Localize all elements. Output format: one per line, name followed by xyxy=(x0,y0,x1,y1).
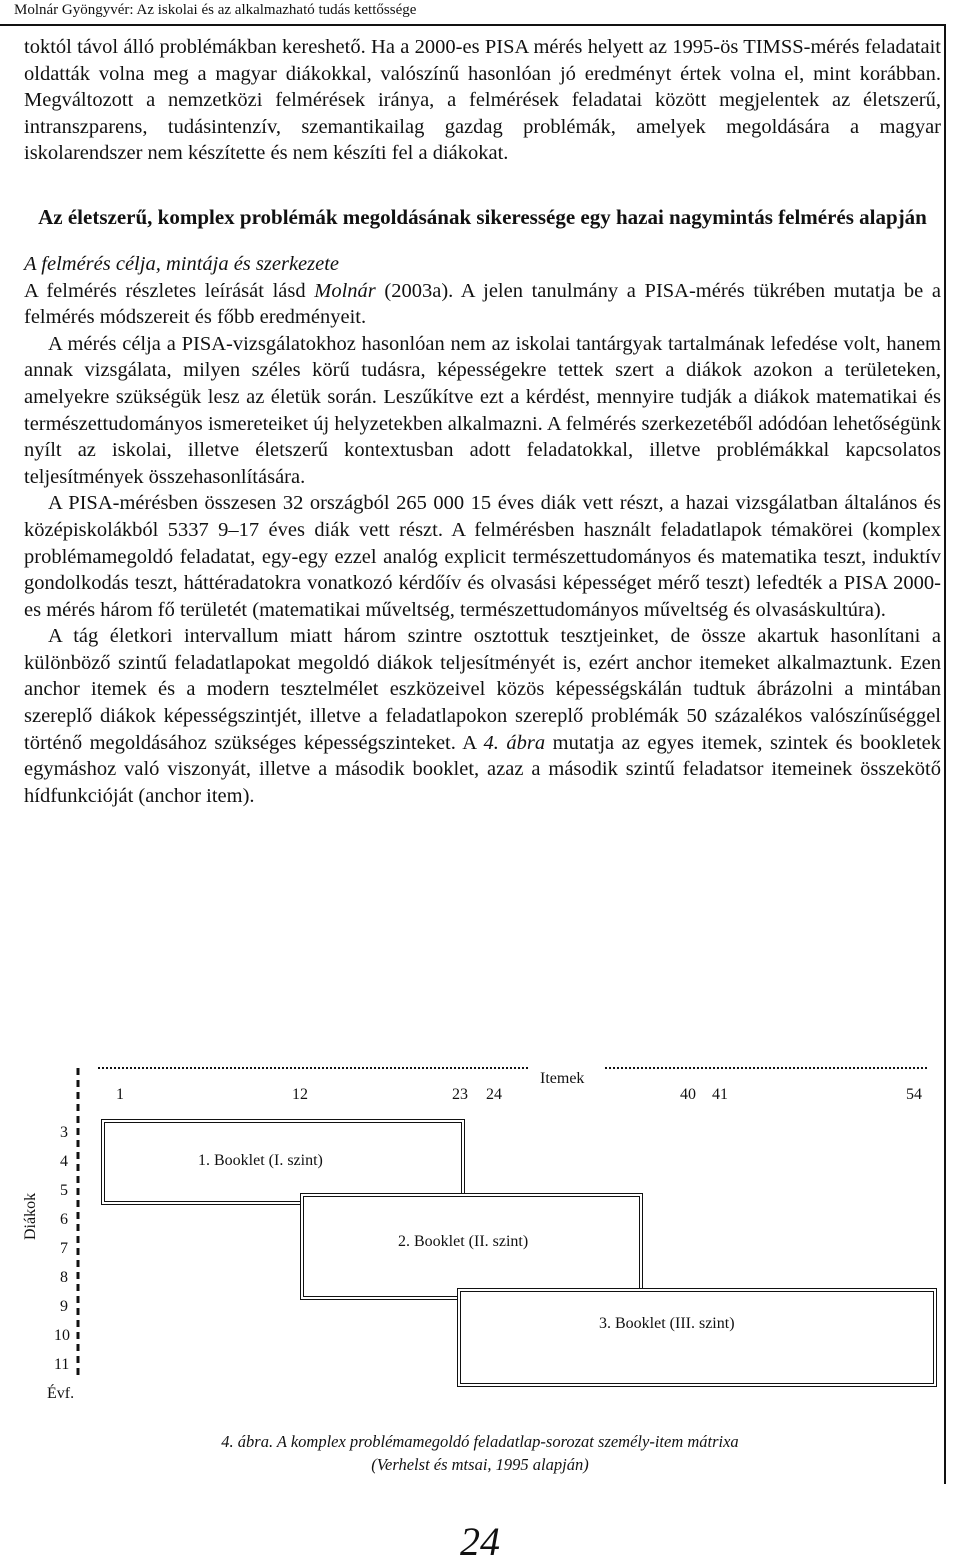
header-rule xyxy=(0,24,946,26)
paragraph-2-text-b: (2003a). A jelen tanulmány a PISA-mérés tükrében mutatja be a felmérés módszereit és főbb eredményeit. xyxy=(24,279,941,329)
citation-molnar: Molnár xyxy=(314,279,376,302)
paragraph-2 xyxy=(24,278,941,331)
grade-axis-label: Évf. xyxy=(47,1385,75,1402)
running-header xyxy=(0,0,960,26)
grade-label: 11 xyxy=(54,1356,70,1373)
grade-label: 8 xyxy=(60,1269,68,1286)
item-number: 40 xyxy=(680,1086,696,1103)
caption-line-1: 4. ábra. A komplex problémamegoldó feladatlap-sorozat személy-item mátrixa xyxy=(221,1432,739,1451)
grade-label: 9 xyxy=(60,1298,68,1315)
item-number: 1 xyxy=(116,1086,124,1103)
students-label: Diákok xyxy=(22,1192,39,1240)
paragraph-3: A mérés célja a PISA-vizsgálatokhoz hasonlóan nem az iskolai tantárgyak tartalmának lefedése volt, hanem annak vizsgálata, milyen széles körű tudásra, képességekre tettek szert a diákok azokon a területeken, amelyekre szükségük lesz az életük során. Leszűkítve ezt a kérdést, mennyire tudják a diákok matematikai és természettudományos ismereteiket új helyzetekben alkalmazni. A felmérés szerkezetéből adódóan lehetőségünk nyílt az iskolai, illetve életszerű kontextusban adott feladatokkal, illetve problémákkal kapcsolatos teljesítmények összehasonlítására. xyxy=(24,332,941,488)
booklet-3-label: 3. Booklet (III. szint) xyxy=(599,1315,735,1332)
running-title: Molnár Gyöngyvér: Az iskolai és az alkalmazható tudás kettőssége xyxy=(14,2,417,18)
figure-caption xyxy=(0,1430,960,1476)
grade-label: 4 xyxy=(60,1153,68,1170)
grade-label: 3 xyxy=(60,1124,68,1141)
grade-label: 5 xyxy=(60,1182,68,1199)
figure-reference: 4. ábra xyxy=(483,731,546,754)
paragraph-1: toktól távol álló problémákban kereshető. Ha a 2000-es PISA mérés helyett az 1995-ös TIMSS-mérés feladatait oldatták volna meg a magyar diákokkal, valószínű hasonlóan jó eredményt értek volna el, mint korábban. Megváltozott a nemzetközi felmérések iránya, a felmérések feladatai között megjelentek az életszerű, intranszparens, tudásintenzív, szemantikailag gazdag problémák, amelyek megoldására a magyar iskolarendszer nem készítette és nem készíti fel a diákokat. xyxy=(24,36,941,165)
grade-label: 7 xyxy=(60,1240,68,1257)
booklet-3-box xyxy=(457,1288,937,1387)
subheading: A felmérés célja, mintája és szerkezete xyxy=(24,252,340,275)
item-number: 12 xyxy=(292,1086,308,1103)
paragraph-2-text-a: A felmérés részletes leírását lásd xyxy=(24,279,315,302)
figure-4 xyxy=(0,1056,960,1486)
paragraph-5-text-b: mutatja az egyes itemek, szintek és bookletek egymáshoz való viszonyát, illetve a második booklet, azaz a második szintű feladatsor itemeinek összekötő hídfunkcióját (anchor item). xyxy=(24,731,942,807)
paragraph-5 xyxy=(24,623,941,809)
item-number: 54 xyxy=(906,1086,922,1103)
booklet-1-label: 1. Booklet (I. szint) xyxy=(198,1152,323,1169)
item-number: 23 xyxy=(452,1086,468,1103)
section-title: Az életszerű, komplex problémák megoldásának sikeressége egy hazai nagymintás felmérés alapján xyxy=(38,204,927,229)
paragraph-5-text-a: A tág életkori intervallum miatt három szintre osztottuk tesztjeinket, de össze akartuk hasonlítani a különböző szintű feladatlapokat megoldó diákok teljesítményét is, ezért anchor itemeket alkalmaztunk. Ezen anchor itemek és a modern tesztelmélet eszközeivel közös képességskálán tudtuk ábrázolni a mintában szereplő diákok képességszintjét, illetve a feladatlapokon szereplő problémák 50 százalékos valószínűséggel történő megoldásához szükséges képességszinteket. A xyxy=(24,625,941,754)
grade-label: 10 xyxy=(54,1327,70,1344)
grade-label: 6 xyxy=(60,1211,68,1228)
caption-line-2: (Verhelst és mtsai, 1995 alapján) xyxy=(371,1455,589,1474)
item-number: 24 xyxy=(486,1086,502,1103)
page-number: 24 xyxy=(460,1519,500,1564)
main-text xyxy=(24,34,941,809)
items-label: Itemek xyxy=(540,1070,585,1087)
item-number: 41 xyxy=(712,1086,728,1103)
booklet-2-label: 2. Booklet (II. szint) xyxy=(398,1233,529,1250)
paragraph-4: A PISA-mérésben összesen 32 országból 265 000 15 éves diák vett részt, a hazai vizsgálatban általános és középiskolákból 5337 9–17 éves diák vett részt. A felmérésben használt feladatlapok témakörei (komplex problémamegoldó feladatat, egy-egy ezzel analóg explicit természettudományos és matematika teszt, induktív gondolkodás teszt, háttéradatokra vonatkozó kérdőív és olvasási képességet mérő teszt) lefedték a PISA 2000-es mérés három fő területét (matematikai műveltség, természettudományos műveltség és olvasáskultúra). xyxy=(24,492,941,621)
